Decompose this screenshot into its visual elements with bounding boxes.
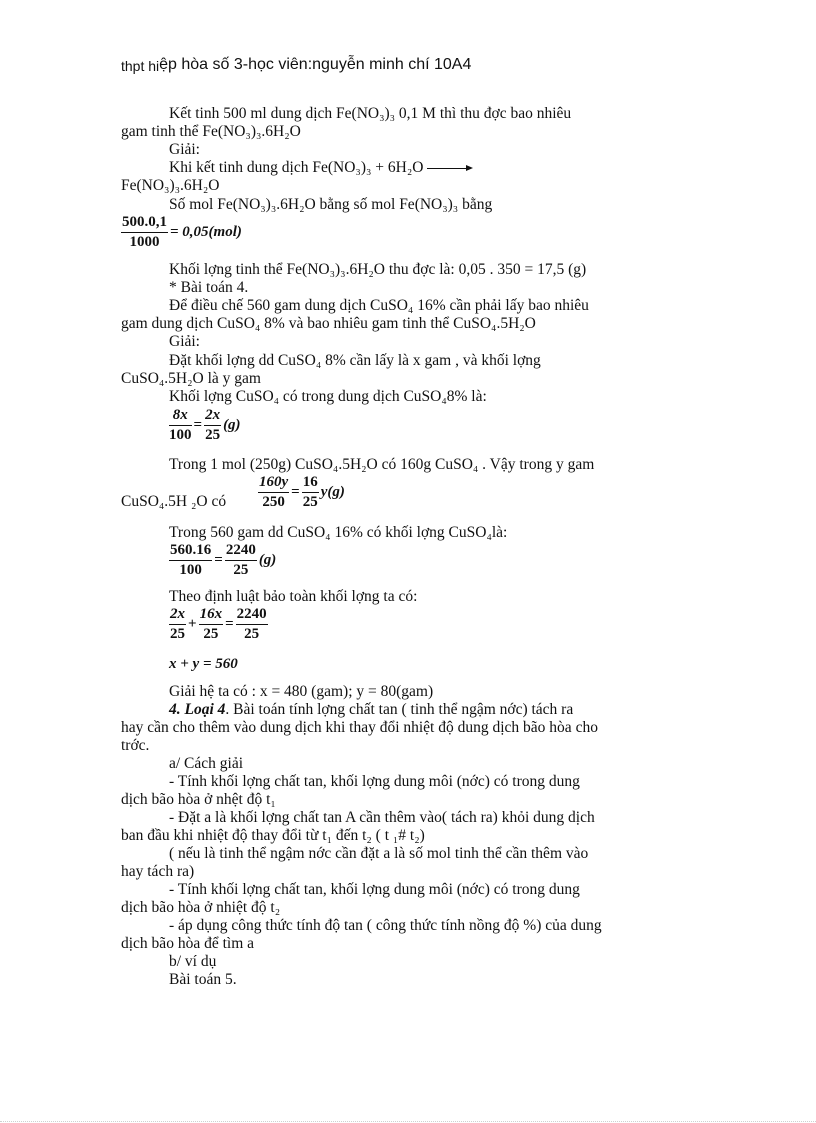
text-line: a/ Cách giải <box>169 755 244 772</box>
section-heading-text: . Bài toán tính lợng chất tan ( tinh thể ngậm nớc) tách ra <box>225 701 574 718</box>
formula-unit: (g) <box>223 417 241 433</box>
formula-result: = 0,05(mol) <box>170 224 242 240</box>
fraction-numerator: 500.0,1 <box>121 214 168 233</box>
formula-cuso4-16 <box>169 542 278 579</box>
fraction-denominator: 25 <box>233 562 249 578</box>
equals-sign: = <box>291 484 300 500</box>
formula-crystal <box>258 474 347 511</box>
text-line: Trong 560 gam dd CuSO₄ 16% có khối lợng CuSO₄là: <box>169 524 508 541</box>
text-line: dịch bão hòa để tìm a <box>121 935 254 952</box>
equals-sign: = <box>214 552 223 568</box>
text-line: * Bài toán 4. <box>169 279 249 296</box>
reaction-arrow-icon <box>427 168 471 169</box>
text-line: dịch bão hòa ở nhệt độ t₁ <box>121 791 276 808</box>
formula-mass-balance <box>169 606 268 643</box>
text-line: gam dung dịch CuSO₄ 8% và bao nhiêu gam tinh thể CuSO₄.5H₂O <box>121 315 536 332</box>
fraction-numerator: 8x <box>169 407 192 426</box>
text-line: - Tính khối lợng chất tan, khối lợng dung môi (nớc) có trong dung <box>169 773 580 790</box>
text-line: - Đặt a là khối lợng chất tan A cần thêm vào( tách ra) khỏi dung dịch <box>169 809 595 826</box>
text-line: Trong 1 mol (250g) CuSO₄.5H₂O có 160g CuSO₄ . Vậy trong y gam <box>169 456 595 473</box>
text-line: - áp dụng công thức tính độ tan ( công thức tính nồng độ %) của dung <box>169 917 602 934</box>
equals-sign: = <box>193 417 203 433</box>
fraction-denominator: 25 <box>244 626 260 642</box>
text-line: Fe(NO₃)₃.6H₂O <box>121 177 220 194</box>
fraction-numerator: 16 <box>302 474 319 493</box>
header-text: ệp hòa số 3-học viên:nguyễn minh chí 10A4 <box>159 56 472 73</box>
text-line: trớc. <box>121 737 150 754</box>
formula-moles <box>121 214 244 251</box>
fraction-denominator: 25 <box>203 626 219 642</box>
text-line: Khối lợng tinh thể Fe(NO₃)₃.6H₂O thu đợc là: 0,05 . 350 = 17,5 (g) <box>169 261 587 278</box>
fraction-denominator: 100 <box>169 427 192 443</box>
reaction-line <box>169 159 471 177</box>
fraction-denominator: 250 <box>262 494 285 510</box>
text-line: dịch bão hòa ở nhiệt độ t₂ <box>121 899 281 916</box>
section-heading: 4. Loại 4 <box>169 701 226 718</box>
text-line: hay tách ra) <box>121 863 195 880</box>
text-line: ban đầu khi nhiệt độ thay đổi từ t₁ đến t₂ ( t ₁# t₂) <box>121 827 425 844</box>
fraction-denominator: 25 <box>302 494 318 510</box>
text-line: Đặt khối lợng dd CuSO₄ 8% cần lấy là x gam , và khối lợng <box>169 352 541 369</box>
text-line: Để điều chế 560 gam dung dịch CuSO₄ 16% cần phải lấy bao nhiêu <box>169 297 589 314</box>
fraction-denominator: 25 <box>205 427 221 443</box>
text-line: Giải: <box>169 141 200 158</box>
text-line: b/ ví dụ <box>169 953 217 970</box>
fraction-numerator: 2x <box>169 606 186 625</box>
text-line: hay cần cho thêm vào dung dịch khi thay đổi nhiệt độ dung dịch bão hòa cho <box>121 719 598 736</box>
text-line: Số mol Fe(NO₃)₃.6H₂O bằng số mol Fe(NO₃)₃ bằng <box>169 196 493 213</box>
plus-sign: + <box>188 616 197 632</box>
fraction-numerator: 2240 <box>225 542 257 561</box>
header-cut-text: thpt hi <box>121 58 160 74</box>
reaction-text: Khi kết tinh dung dịch Fe(NO₃)₃ + 6H₂O <box>169 159 424 176</box>
text-line: CuSO₄.5H ₂O có <box>121 493 227 510</box>
text-line: CuSO₄.5H₂O là y gam <box>121 370 261 387</box>
text-line: Giải hệ ta có : x = 480 (gam); y = 80(gam) <box>169 683 434 700</box>
formula-cuso4-8 <box>169 407 243 444</box>
fraction-numerator: 560.16 <box>169 542 212 561</box>
fraction-numerator: 16x <box>199 606 224 625</box>
equals-sign: = <box>225 616 234 632</box>
text-line: Kết tinh 500 ml dung dịch Fe(NO₃)₃ 0,1 M thì thu đợc bao nhiêu <box>169 105 572 122</box>
fraction-numerator: 2240 <box>236 606 268 625</box>
section-heading-line <box>169 701 573 719</box>
fraction-denominator: 25 <box>170 626 185 642</box>
fraction-numerator: 160y <box>258 474 289 493</box>
text-line: Bài toán 5. <box>169 971 237 988</box>
fraction-numerator: 2x <box>204 407 221 426</box>
fraction-denominator: 1000 <box>129 234 160 250</box>
formula-unit: (g) <box>258 552 277 568</box>
text-line: gam tinh thể Fe(NO₃)₃.6H₂O <box>121 123 301 140</box>
text-line: Giải: <box>169 333 200 350</box>
text-line: Theo định luật bảo toàn khối lợng ta có: <box>169 588 418 605</box>
formula-sum: x + y = 560 <box>169 656 238 672</box>
fraction-denominator: 100 <box>179 562 202 578</box>
document-header <box>121 56 471 74</box>
page-divider <box>0 1121 816 1122</box>
text-line: - Tính khối lợng chất tan, khối lợng dung môi (nớc) có trong dung <box>169 881 580 898</box>
text-line: Khối lợng CuSO₄ có trong dung dịch CuSO₄8% là: <box>169 388 487 405</box>
formula-unit: y(g) <box>320 484 345 500</box>
text-line: ( nếu là tinh thể ngậm nớc cần đặt a là số mol tinh thể cần thêm vào <box>169 845 589 862</box>
